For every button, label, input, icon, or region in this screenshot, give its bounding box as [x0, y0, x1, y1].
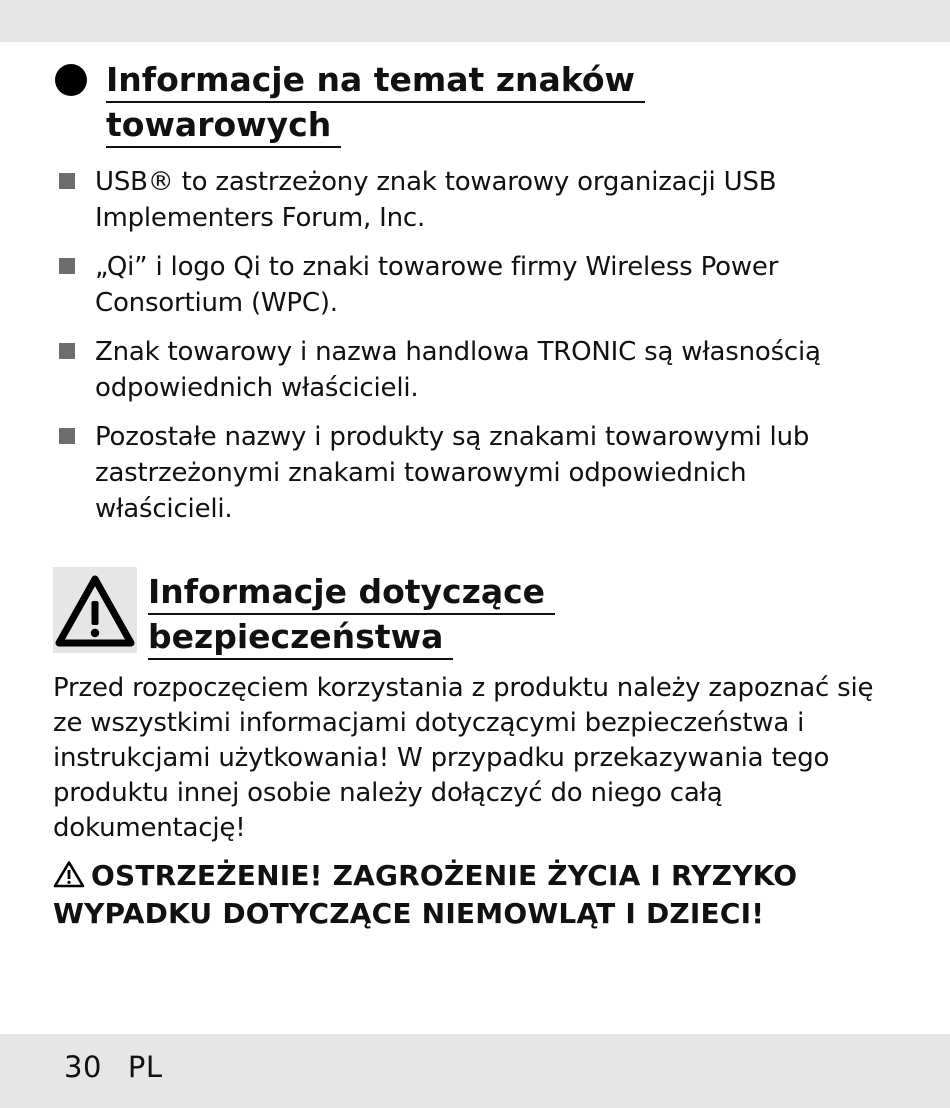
safety-heading [148, 570, 555, 660]
filled-circle-icon [55, 64, 87, 96]
list-item [55, 164, 885, 236]
list-item [55, 249, 885, 321]
list-item [55, 334, 885, 406]
list-item [55, 419, 885, 527]
gray-square-icon [59, 173, 75, 189]
safety-body-text: Przed rozpoczęciem korzystania z produktu należy zapoznać się ze wszystkimi informacjami dotyczącymi bezpieczeństwa i instrukcjami użytkowania! W przypadku przekazywania tego produktu innej osobie należy dołączyć do niego całą dokumentację! [53, 673, 874, 843]
language-code: PL [127, 1050, 163, 1084]
warning-triangle-icon [53, 567, 137, 653]
list-item-text: Pozostałe nazwy i produkty są znakami towarowymi lub zastrzeżonymi znakami towarowymi odpowiednich właścicieli. [95, 422, 810, 524]
safety-icon-box [53, 567, 137, 653]
safety-warning [53, 857, 913, 933]
page-footer [64, 1050, 189, 1084]
list-item-text: „Qi” i logo Qi to znaki towarowe firmy Wireless Power Consortium (WPC). [95, 252, 779, 318]
safety-heading-line2: bezpieczeństwa [148, 615, 453, 660]
safety-warning-text: OSTRZEŻENIE! ZAGROŻENIE ŻYCIA I RYZYKO WYPADKU DOTYCZĄCE NIEMOWLĄT I DZIECI! [53, 859, 798, 930]
trademarks-list [55, 164, 885, 540]
trademarks-heading-line1: Informacje na temat znaków [106, 58, 645, 103]
gray-square-icon [59, 258, 75, 274]
list-item-text: USB® to zastrzeżony znak towarowy organizacji USB Implementers Forum, Inc. [95, 167, 777, 233]
page-number: 30 [64, 1050, 102, 1084]
gray-square-icon [59, 343, 75, 359]
top-band [0, 0, 950, 42]
trademarks-heading-line2: towarowych [106, 103, 341, 148]
trademarks-heading [106, 58, 645, 148]
safety-heading-line1: Informacje dotyczące [148, 570, 555, 615]
list-item-text: Znak towarowy i nazwa handlowa TRONIC są własnością odpowiednich właścicieli. [95, 337, 821, 403]
warning-triangle-icon [53, 860, 85, 888]
gray-square-icon [59, 428, 75, 444]
